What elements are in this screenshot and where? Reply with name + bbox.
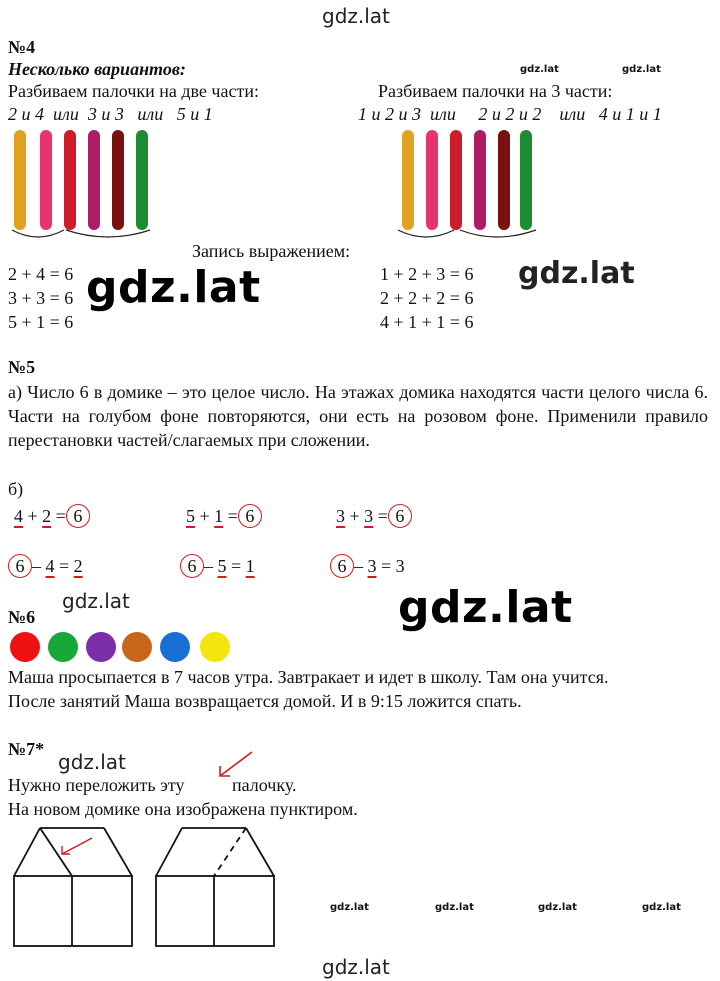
watermark-tiny: gdz.lat (622, 64, 661, 75)
watermark-small-2: gdz.lat (58, 750, 126, 774)
watermark-tiny: gdz.lat (330, 902, 369, 913)
stick-red (64, 130, 76, 230)
left-brace-lines (8, 224, 158, 246)
task4-title: №4 (8, 37, 36, 57)
right-expr-3: 4 + 1 + 1 = 6 (380, 312, 474, 332)
task4-left-variants: 2 и 4 или 3 и 3 или 5 и 1 (8, 104, 213, 124)
stick-red (450, 130, 462, 230)
dot-red (10, 632, 40, 662)
task4-left-heading: Разбиваем палочки на две части: (8, 81, 259, 101)
circled-whole: 6 (330, 554, 354, 578)
circled-whole: 6 (180, 554, 204, 578)
house-original (8, 824, 138, 950)
watermark-tiny: gdz.lat (435, 902, 474, 913)
stick-orange (14, 130, 26, 230)
right-expr-2: 2 + 2 + 2 = 6 (380, 288, 474, 308)
equation-row2-1: 6 – 4 = 2 (8, 554, 83, 578)
watermark-tiny: gdz.lat (642, 902, 681, 913)
circled-result: 6 (388, 504, 412, 528)
task4-right-variants: 1 и 2 и 3 или 2 и 2 и 2 или 4 и 1 и 1 (358, 104, 662, 124)
stick-magenta (474, 130, 486, 230)
watermark-medium: gdz.lat (518, 256, 635, 291)
circled-result: 6 (66, 504, 90, 528)
task4-right-heading: Разбиваем палочки на 3 части: (378, 81, 613, 101)
equation-row2-3: 6 – 3 = 3 (330, 554, 405, 578)
task6-line1: Маша просыпается в 7 часов утра. Завтракает и идет в школу. Там она учится. (8, 667, 609, 687)
left-expr-1: 2 + 4 = 6 (8, 264, 74, 284)
dot-blue (160, 632, 190, 662)
task6-title: №6 (8, 607, 36, 627)
watermark-large-2: gdz.lat (398, 582, 573, 633)
stick-pink (426, 130, 438, 230)
watermark-tiny: gdz.lat (520, 64, 559, 75)
stick-darkred (498, 130, 510, 230)
red-arrow-icon (212, 748, 258, 784)
task6-line2: После занятий Маша возвращается домой. И в 9:15 ложится спать. (8, 691, 522, 711)
watermark-bottom: gdz.lat (322, 955, 390, 979)
task5-part-a: а) Число 6 в домике – это целое число. На этажах домика находятся части целого числа 6. Части на голубом фоне повторяются, они есть на розовом фоне. Применили правило перестановки частей/слагаемых при сложении. (8, 382, 708, 450)
circled-whole: 6 (8, 554, 32, 578)
equation-row2-2: 6 – 5 = 1 (180, 554, 255, 578)
equation-row1-1: 4 + 2 = 6 (14, 504, 90, 528)
stick-magenta (88, 130, 100, 230)
dot-brown (122, 632, 152, 662)
stick-pink (40, 130, 52, 230)
right-brace-lines (396, 224, 546, 246)
task7-line1-end: палочку. (232, 775, 297, 795)
stick-green (520, 130, 532, 230)
dot-purple (86, 632, 116, 662)
stick-orange (402, 130, 414, 230)
right-expr-1: 1 + 2 + 3 = 6 (380, 264, 474, 284)
dot-yellow (200, 632, 230, 662)
watermark-large-1: gdz.lat (86, 262, 261, 313)
left-expr-2: 3 + 3 = 6 (8, 288, 74, 308)
task7-line2: На новом домике она изображена пунктиром. (8, 799, 358, 819)
left-expr-3: 5 + 1 = 6 (8, 312, 74, 332)
task4-subtitle: Несколько вариантов: (8, 59, 186, 79)
task5-part-b-label: б) (8, 479, 24, 499)
task7-line1-start: Нужно переложить эту (8, 775, 185, 795)
equation-row1-2: 5 + 1 = 6 (186, 504, 262, 528)
task4-expr-heading: Запись выражением: (192, 241, 351, 261)
watermark-top: gdz.lat (322, 4, 390, 28)
dot-green (48, 632, 78, 662)
house-new (150, 824, 280, 950)
circled-result: 6 (238, 504, 262, 528)
equation-row1-3: 3 + 3 = 6 (336, 504, 412, 528)
task7-title: №7* (8, 739, 45, 759)
stick-darkred (112, 130, 124, 230)
task5-title: №5 (8, 357, 36, 377)
stick-green (136, 130, 148, 230)
watermark-tiny: gdz.lat (538, 902, 577, 913)
watermark-small-1: gdz.lat (62, 589, 130, 613)
